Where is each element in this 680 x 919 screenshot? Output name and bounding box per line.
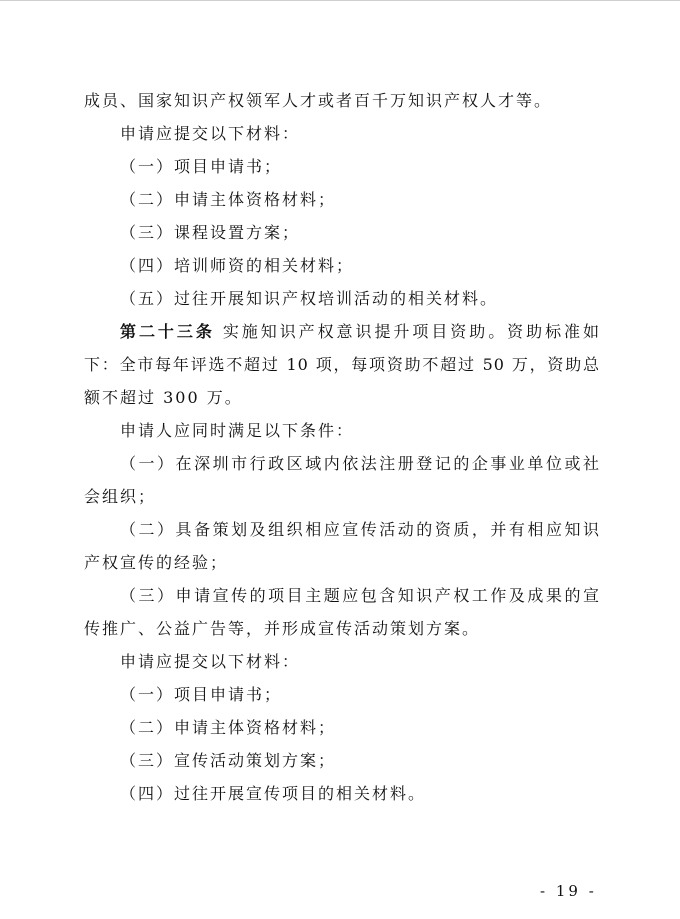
page-number: - 19 -	[540, 882, 597, 900]
list-item: （五）过往开展知识产权培训活动的相关材料。	[120, 289, 499, 308]
page-top-border	[0, 0, 680, 1]
list-item: （一）项目申请书；	[120, 157, 283, 176]
condition-item-continuation: 会组织；	[84, 487, 157, 506]
list-item: （三）课程设置方案；	[120, 223, 301, 242]
list-item: （二）申请主体资格材料；	[120, 718, 337, 737]
article-first-line	[84, 315, 600, 348]
list-item: （三）宣传活动策划方案；	[120, 751, 337, 770]
paragraph-line: 成员、国家知识产权领军人才或者百千万知识产权人才等。	[84, 91, 553, 110]
condition-item: （一）在深圳市行政区域内依法注册登记的企事业单位或社	[120, 454, 600, 473]
list-item: （四）培训师资的相关材料；	[120, 256, 355, 275]
list-item: （二）申请主体资格材料；	[120, 190, 337, 209]
conditions-intro: 申请人应同时满足以下条件：	[120, 421, 355, 440]
article-heading: 第二十三条	[120, 322, 215, 341]
list-item: （四）过往开展宣传项目的相关材料。	[120, 784, 427, 803]
article-text: 实施知识产权意识提升项目资助。资助标准如	[222, 322, 600, 341]
article-line: 下：全市每年评选不超过 10 项，每项资助不超过 50 万，资助总	[84, 355, 600, 374]
condition-item-continuation: 传推广、公益广告等，并形成宣传活动策划方案。	[84, 619, 481, 638]
materials-intro: 申请应提交以下材料：	[120, 652, 301, 671]
condition-item: （二）具备策划及组织相应宣传活动的资质，并有相应知识	[120, 520, 600, 539]
article-line: 额不超过 300 万。	[84, 388, 243, 407]
condition-item-continuation: 产权宣传的经验；	[84, 553, 229, 572]
list-item: （一）项目申请书；	[120, 685, 283, 704]
materials-intro: 申请应提交以下材料：	[120, 124, 301, 143]
condition-item: （三）申请宣传的项目主题应包含知识产权工作及成果的宣	[120, 586, 600, 605]
document-body	[84, 84, 600, 810]
